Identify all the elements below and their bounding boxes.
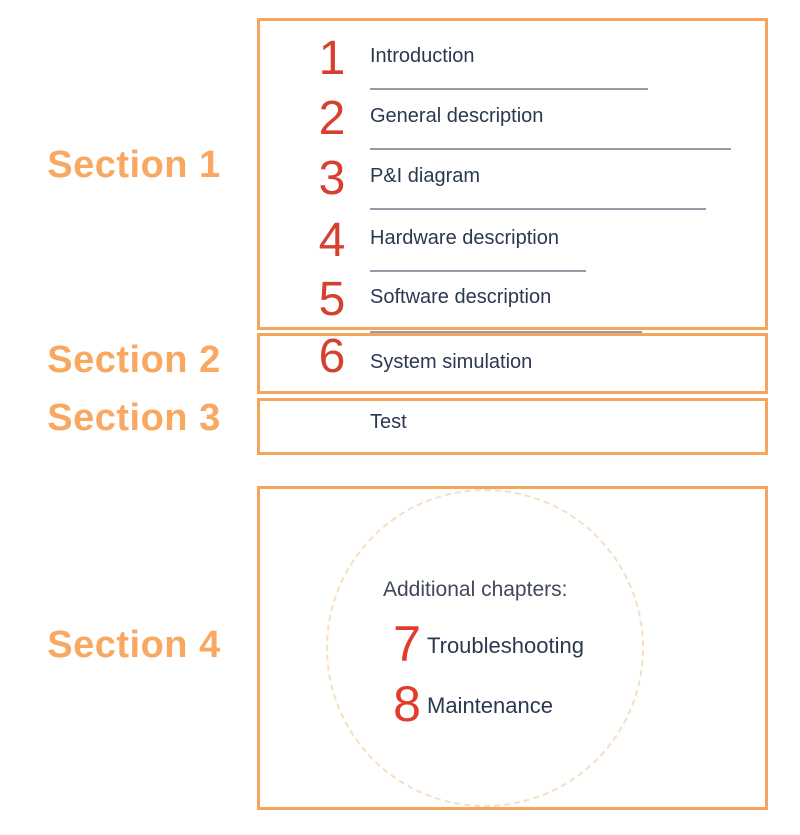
chapter-row-1 [260, 32, 765, 96]
section-3-box [257, 398, 768, 455]
chapter-row-3 [260, 152, 765, 216]
chapter-title-5: Software description [370, 286, 552, 308]
section-4-label: Section 4 [47, 624, 221, 666]
section-1-label: Section 1 [47, 144, 221, 186]
chapter-underline-5 [370, 331, 642, 333]
section-3-label: Section 3 [47, 397, 221, 439]
chapter-number-4: 4 [318, 214, 346, 267]
section-2-box [257, 330, 768, 394]
chapter-underline-4 [370, 270, 586, 272]
chapter-title-6: System simulation [370, 351, 533, 373]
chapter-row-2 [260, 92, 765, 156]
chapter-number-5: 5 [318, 273, 346, 326]
chapter-title-7: Troubleshooting [427, 633, 584, 658]
chapter-title-4: Hardware description [370, 227, 559, 249]
test-label: Test [370, 411, 407, 433]
chapter-underline-3 [370, 208, 706, 210]
section-4-box [257, 486, 768, 810]
chapter-row-6 [260, 330, 765, 392]
chapter-number-3: 3 [318, 152, 346, 205]
additional-chapters-heading: Additional chapters: [383, 578, 568, 601]
chapter-underline-1 [370, 88, 648, 90]
chapter-number-2: 2 [318, 92, 346, 145]
chapter-row-7 [260, 616, 765, 674]
chapter-number-6: 6 [318, 330, 346, 383]
chapter-number-7: 7 [393, 616, 421, 672]
chapter-row-4 [260, 214, 765, 278]
chapter-row-8 [260, 676, 765, 734]
chapter-title-2: General description [370, 105, 544, 127]
chapter-title-1: Introduction [370, 45, 475, 67]
chapter-number-8: 8 [393, 676, 421, 732]
chapter-title-8: Maintenance [427, 693, 553, 718]
chapter-row-5 [260, 273, 765, 337]
chapter-number-1: 1 [318, 32, 346, 85]
section-2-label: Section 2 [47, 339, 221, 381]
chapter-title-3: P&I diagram [370, 165, 481, 187]
chapter-underline-2 [370, 148, 731, 150]
section-1-box [257, 18, 768, 330]
